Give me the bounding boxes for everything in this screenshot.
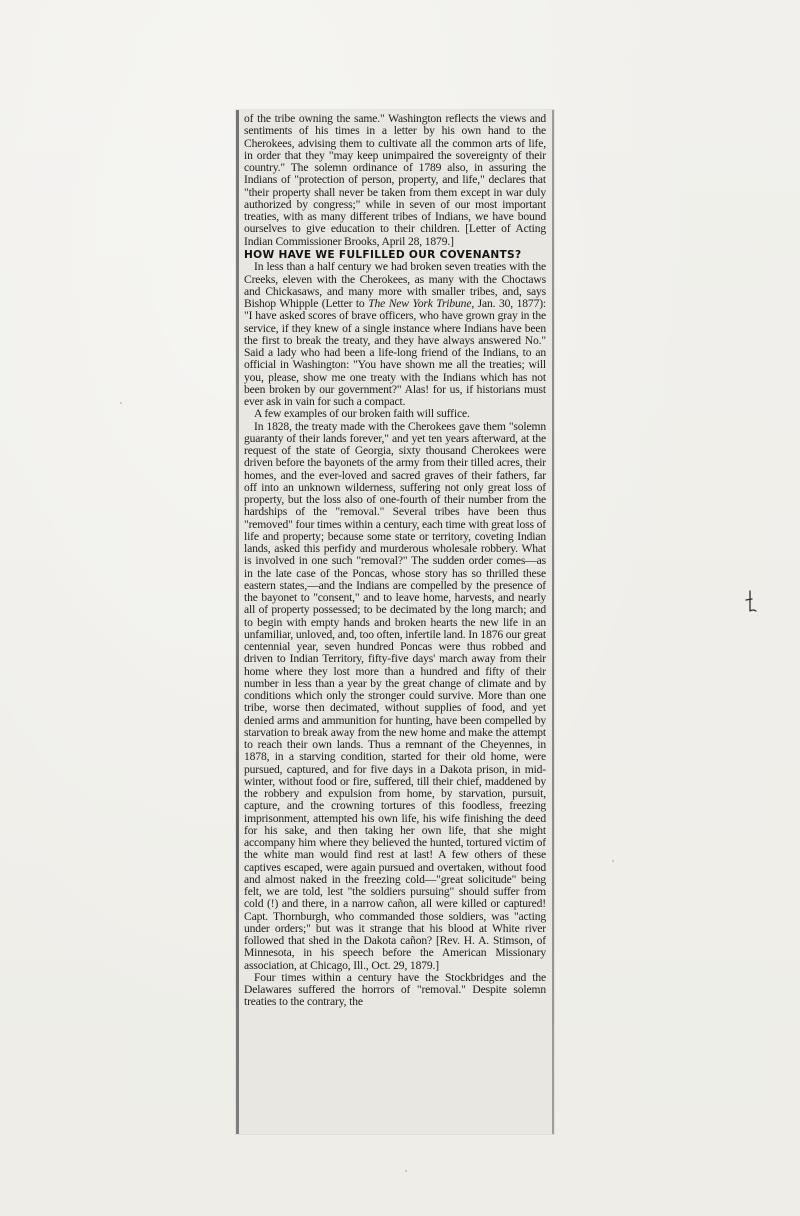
scan-speck [120,402,122,404]
scan-speck [612,860,614,862]
paragraph-opening: of the tribe owning the same." Washington reflects the views and sentiments of his times in a letter by his own hand to the Cherokees, advising them to cultivate all the common arts of life, in order that they "may keep unimpaired the sovereignty of their country." The solemn ordinance of 1789 also, in assuring the Indians of "protection of person, property, and life," declares that "their property shall never be taken from them except in war duly authorized by congress;" while in seven of our most important treaties, with as many different tribes of Indians, we have bound ourselves to give education to their children. [Letter of Acting Indian Commissioner Brooks, April 28, 1879.] [244,112,546,248]
margin-pencil-mark [744,590,758,614]
clipping-left-border [236,110,239,1134]
clipping-right-border [552,110,554,1134]
paragraph-broken-treaties [244,261,546,408]
scan-speck [405,1170,407,1172]
section-heading: HOW HAVE WE FULFILLED OUR COVENANTS? [244,248,522,261]
article-body [244,113,546,1009]
paragraph-stockbridges: Four times within a century have the Stockbridges and the Delawares suffered the horrors of "removal." Despite solemn treaties to the contrary, the [244,970,546,1009]
paragraph-cherokee-removal: In 1828, the treaty made with the Cherokees gave them "solemn guaranty of their lands forever," and yet ten years afterward, at the request of the state of Georgia, sixty thousand Cherokees were driven before the bayonets of the army from their tilled acres, their homes, and the ever-loved and sacred graves of their fathers, far off into an unknown wilderness, suffering not only great loss of property, but the loss also of one-fourth of their number from the hardships of the "removal." Several tribes have been thus "removed" four times within a century, each time with great loss of life and property; because some state or territory, coveting Indian lands, asked this perfidy and murderous wholesale robbery. What is involved in one such "removal?" The sudden order comes—as in the late case of the Poncas, whose story has so thrilled these eastern states,—and the Indians are compelled by the presence of the bayonet to "consent," and to leave home, harvests, and nearly all of property possessed; to be decimated by the long march; and to begin with empty hands and broken hearts the new life in an unfamiliar, unloved, and, too often, infertile land. In 1876 our great centennial year, seven hundred Poncas were thus robbed and driven to Indian Territory, fifty-five days' march away from their home where they lost more than a hundred and fifty of their number in less than a year by the great change of climate and by conditions which only the stronger could survive. More than one tribe, worse then decimated, without supplies of food, and yet denied arms and ammunition for hunting, have been compelled by starvation to break away from the new home and make the attempt to reach their own lands. Thus a remnant of the Cheyennes, in 1878, in a starving condition, started for their old home, were pursued, captured, and for five days in a Dakota prison, in mid-winter, without food or fire, suffered, till their chief, maddened by the robbery and expulsion from home, by starvation, pursuit, capture, and the crowning tortures of this foodless, freezing imprisonment, attempted his own life, his wife finishing the deed for his sake, and then taking her own life, that she might accompany him where they believed the hunted, tortured victim of the white man would find rest at last! A few others of these captives escaped, were again pursued and overtaken, without food and almost naked in the freezing cold—"great solicitude" being felt, we are told, lest "the soldiers pursuing" should suffer from cold (!) and there, in a narrow cañon, all were killed or captured! Capt. Thornburgh, who commanded those soldiers, was "acting under orders;" but was it strange that his blood at White river followed that shed in the Dakota cañon? [Rev. H. A. Stimson, of Minnesota, in his speech before the American Missionary association, at Chicago, Ill., Oct. 29, 1879.] [244,419,546,972]
newspaper-clipping [236,110,554,1134]
newspaper-title: The New York Tribune, [368,297,475,310]
paragraph-broken-treaties-part-b: Jan. 30, 1877): "I have asked scores of brave officers, who have grown gray in the service, if they knew of a single instance where Indians have been the first to break the treaty, and they have always answered No." Said a lady who had been a life-long friend of the Indians, to an official in Washington: "You have shown me all the treaties; will you, please, show me one treaty with the Indians which has not been broken by our government?" Alas! for us, if historians must ever ask in vain for such a compact. [244,297,546,408]
paragraph-examples: A few examples of our broken faith will suffice. [254,407,470,421]
paragraph-broken-treaties-part-a: In less than a half century we had broken seven treaties with the Creeks, eleven with the Cherokees, as many with the Choctaws and Chickasaws, and many more with smaller tribes, and, says Bishop Whipple (Letter to [244,260,546,310]
